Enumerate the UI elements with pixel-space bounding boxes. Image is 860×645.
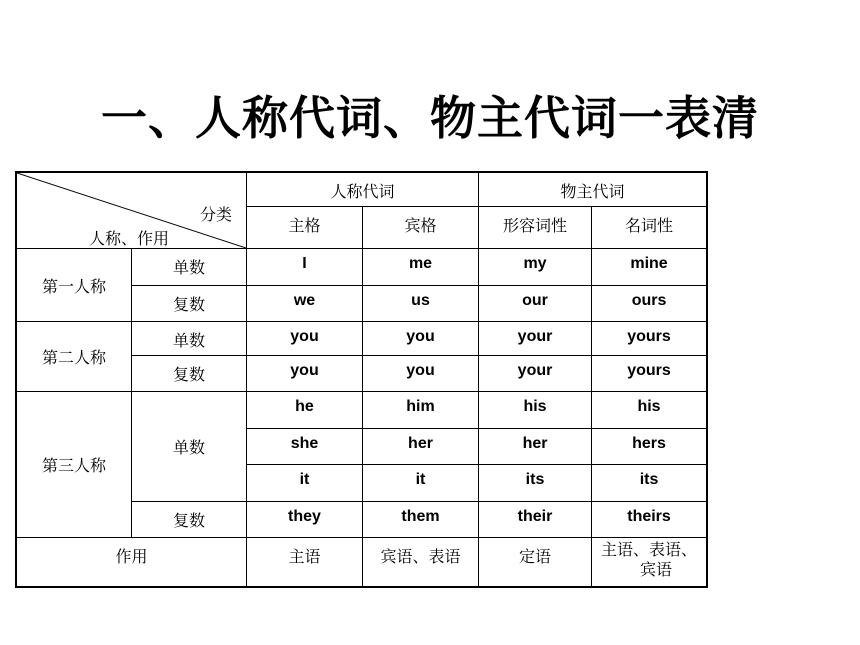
- cell-noun: yours: [592, 356, 707, 392]
- cell-object: it: [363, 465, 479, 502]
- group-header-personal: 人称代词: [247, 173, 479, 207]
- col-header-adjective: 形容词性: [479, 207, 592, 249]
- function-noun: [592, 538, 707, 587]
- person-label-first: 第一人称: [17, 249, 132, 322]
- cell-adjective: its: [479, 465, 592, 502]
- cell-object: her: [363, 429, 479, 465]
- cell-subject: I: [247, 249, 363, 286]
- cell-adjective: his: [479, 392, 592, 429]
- corner-top-label: 分类: [199, 207, 232, 224]
- cell-noun: yours: [592, 322, 707, 356]
- number-label: 复数: [132, 502, 247, 538]
- corner-header-cell: [17, 173, 247, 249]
- number-label: 复数: [132, 356, 247, 392]
- number-label: 复数: [132, 286, 247, 322]
- page-title: 一、人称代词、物主代词一表清: [101, 91, 759, 145]
- corner-bottom-label: 人称、作用: [89, 231, 170, 248]
- table-row: [17, 392, 707, 429]
- header-row-1: [17, 173, 707, 207]
- cell-subject: he: [247, 392, 363, 429]
- function-row: [17, 538, 707, 587]
- cell-adjective: my: [479, 249, 592, 286]
- cell-object: us: [363, 286, 479, 322]
- cell-subject: it: [247, 465, 363, 502]
- cell-noun: its: [592, 465, 707, 502]
- cell-noun: theirs: [592, 502, 707, 538]
- pronoun-table: [16, 172, 707, 587]
- table-row: [17, 249, 707, 286]
- cell-object: him: [363, 392, 479, 429]
- col-header-noun: 名词性: [592, 207, 707, 249]
- cell-object: you: [363, 356, 479, 392]
- col-header-subject: 主格: [247, 207, 363, 249]
- table-row: [17, 322, 707, 356]
- cell-object: them: [363, 502, 479, 538]
- function-noun-line2: 宾语: [640, 562, 673, 579]
- cell-subject: they: [247, 502, 363, 538]
- cell-adjective: your: [479, 356, 592, 392]
- number-label: 单数: [132, 249, 247, 286]
- person-label-third: 第三人称: [17, 392, 132, 538]
- function-label: 作用: [17, 538, 247, 587]
- function-adjective: 定语: [479, 538, 592, 587]
- group-header-possessive: 物主代词: [479, 173, 707, 207]
- cell-subject: she: [247, 429, 363, 465]
- cell-adjective: her: [479, 429, 592, 465]
- cell-subject: we: [247, 286, 363, 322]
- cell-subject: you: [247, 356, 363, 392]
- function-subject: 主语: [247, 538, 363, 587]
- function-noun-line1: 主语、表语、: [601, 542, 698, 559]
- cell-adjective: your: [479, 322, 592, 356]
- cell-noun: his: [592, 392, 707, 429]
- col-header-object: 宾格: [363, 207, 479, 249]
- cell-noun: ours: [592, 286, 707, 322]
- number-label: 单数: [132, 392, 247, 502]
- cell-noun: hers: [592, 429, 707, 465]
- number-label: 单数: [132, 322, 247, 356]
- cell-noun: mine: [592, 249, 707, 286]
- cell-adjective: our: [479, 286, 592, 322]
- cell-subject: you: [247, 322, 363, 356]
- function-object: 宾语、表语: [363, 538, 479, 587]
- cell-adjective: their: [479, 502, 592, 538]
- cell-object: you: [363, 322, 479, 356]
- cell-object: me: [363, 249, 479, 286]
- person-label-second: 第二人称: [17, 322, 132, 392]
